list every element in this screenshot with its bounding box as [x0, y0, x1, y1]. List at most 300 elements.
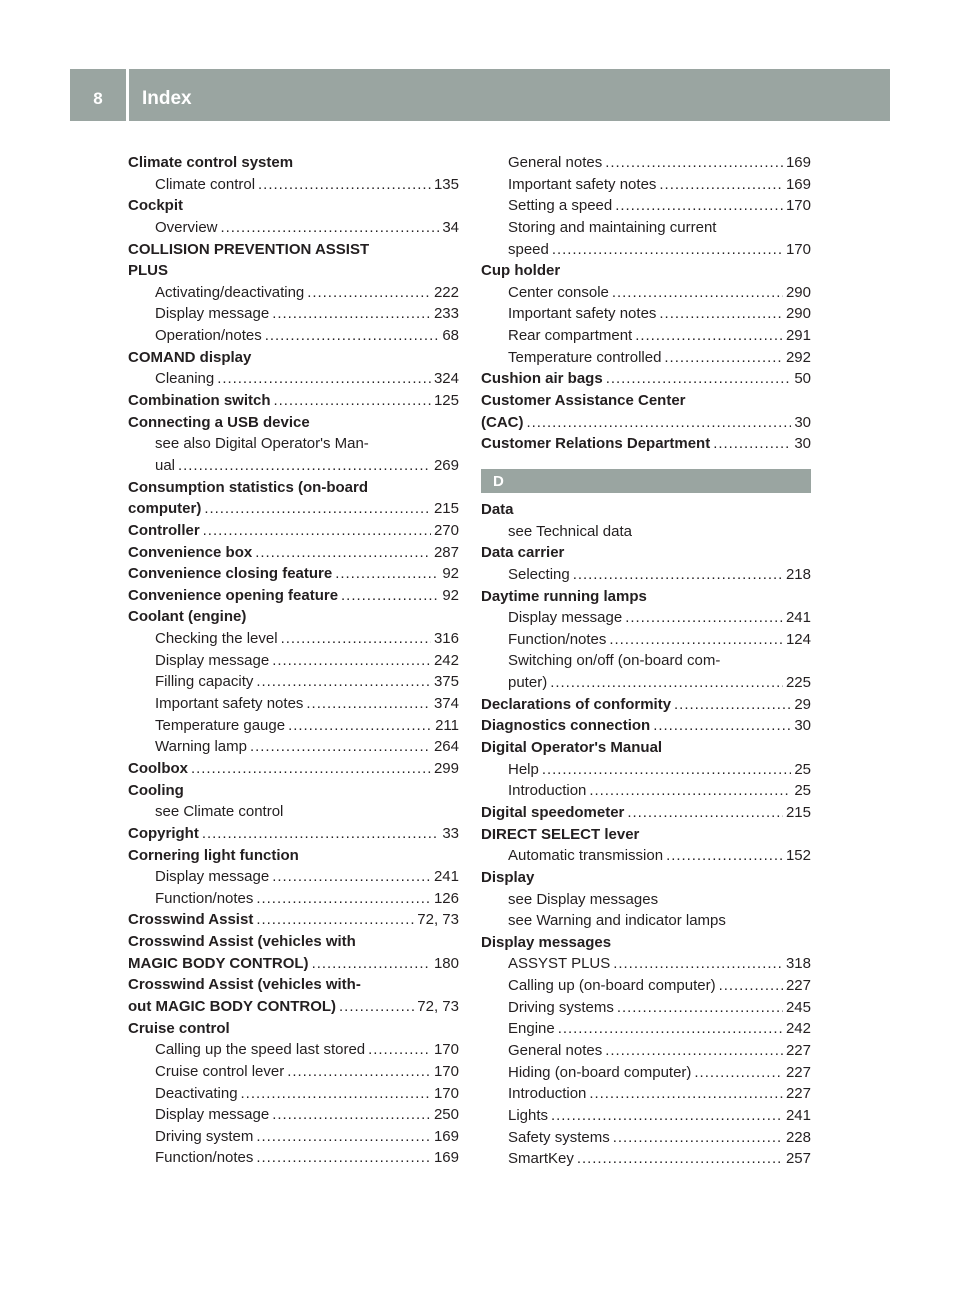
dot-leader: [615, 195, 783, 217]
entry-label: Hiding (on-board computer): [508, 1063, 692, 1081]
page-reference: 169: [785, 154, 811, 171]
entry-label: Selecting: [508, 565, 570, 583]
index-subentry: [481, 1148, 811, 1170]
index-entry: [128, 239, 459, 261]
page-reference: 25: [794, 782, 811, 800]
dot-leader: [272, 650, 431, 672]
entry-label: Copyright: [128, 824, 199, 842]
page-reference: 290: [785, 283, 811, 301]
entry-label: Climate control system: [128, 154, 294, 171]
dot-leader: [274, 390, 431, 412]
index-subentry: [481, 1040, 811, 1062]
index-subentry: [481, 780, 811, 802]
entry-label: Switching on/off (on-board com-: [508, 652, 721, 670]
entry-label: Coolant (engine): [128, 608, 247, 626]
index-subentry: [481, 1062, 811, 1084]
entry-label: Function/notes: [155, 1149, 254, 1167]
dot-leader: [635, 325, 783, 347]
section-heading-d: D: [481, 469, 811, 493]
index-subentry: [481, 650, 811, 672]
entry-label: SmartKey: [508, 1150, 574, 1168]
dot-leader: [281, 628, 431, 650]
index-subentry: [481, 1083, 811, 1105]
entry-label: Lights: [508, 1106, 549, 1124]
entry-label: Display message: [155, 651, 270, 669]
dot-leader: [558, 1018, 783, 1040]
index-subentry: [481, 217, 811, 239]
index-subentry: [481, 347, 811, 369]
index-subentry: [128, 1104, 459, 1126]
entry-label: puter): [508, 674, 548, 692]
index-subentry: [481, 975, 811, 997]
page-reference: 374: [433, 695, 459, 713]
page-reference: 92: [442, 565, 459, 583]
index-entry: [128, 996, 459, 1018]
page-reference: 215: [785, 803, 811, 821]
index-subentry: [481, 195, 811, 217]
entry-label: Driving systems: [508, 998, 614, 1016]
entry-label: Digital Operator's Manual: [481, 739, 663, 757]
entry-label: Crosswind Assist (vehicles with-: [128, 976, 361, 994]
dot-leader: [256, 1126, 431, 1148]
index-entry: [481, 802, 811, 824]
index-entry: [128, 477, 459, 499]
index-entry: [128, 520, 459, 542]
dot-leader: [527, 412, 792, 434]
page-number: 8: [93, 89, 103, 108]
dot-leader: [203, 520, 431, 542]
dot-leader: [272, 1104, 431, 1126]
dot-leader: [256, 1147, 431, 1169]
entry-label: see Climate control: [155, 803, 284, 821]
index-entry: [481, 737, 811, 759]
entry-label: Function/notes: [508, 630, 607, 648]
entry-label: Display: [481, 868, 535, 886]
entry-label: Operation/notes: [155, 327, 262, 345]
index-entry: [481, 390, 811, 412]
index-entry: [481, 867, 811, 889]
index-subentry: [481, 629, 811, 651]
entry-label: Safety systems: [508, 1128, 610, 1146]
index-subentry: [481, 174, 811, 196]
page-reference: 180: [433, 954, 459, 972]
entry-label: Coolbox: [128, 759, 188, 777]
entry-label: Customer Assistance Center: [481, 392, 686, 410]
entry-label: Convenience opening feature: [128, 586, 339, 604]
entry-label: see Warning and indicator lamps: [508, 912, 726, 930]
index-entry: [128, 498, 459, 520]
entry-label: ual: [155, 456, 176, 474]
index-entry: [128, 260, 459, 282]
page-reference: 170: [433, 1084, 459, 1102]
index-subentry: [128, 628, 459, 650]
entry-label: Crosswind Assist: [128, 911, 254, 929]
page-reference: 227: [785, 977, 811, 995]
index-entry: [481, 586, 811, 608]
page-reference: 292: [785, 348, 811, 366]
entry-label: computer): [128, 500, 202, 518]
dot-leader: [335, 563, 439, 585]
dot-leader: [552, 239, 783, 261]
dot-leader: [577, 1148, 783, 1170]
entry-label: Engine: [508, 1020, 555, 1038]
dot-leader: [191, 758, 431, 780]
index-subentry: [128, 282, 459, 304]
entry-label: Declarations of conformity: [481, 695, 672, 713]
entry-label: General notes: [508, 154, 603, 171]
index-entry: [128, 931, 459, 953]
page-reference: 34: [442, 218, 459, 236]
page-reference: 170: [433, 1041, 459, 1059]
entry-label: Temperature gauge: [155, 716, 286, 734]
entry-label: Digital speedometer: [481, 803, 625, 821]
page-reference: 242: [433, 651, 459, 669]
page-reference: 270: [433, 521, 459, 539]
index-subentry: [481, 1018, 811, 1040]
dot-leader: [542, 759, 791, 781]
dot-leader: [613, 1127, 783, 1149]
dot-leader: [719, 975, 783, 997]
entry-label: Cooling: [128, 781, 184, 799]
index-subentry: [128, 217, 459, 239]
dot-leader: [605, 152, 783, 174]
index-entry: [128, 585, 459, 607]
entry-label: Combination switch: [128, 392, 271, 410]
page-reference: 241: [785, 609, 811, 627]
entry-label: Introduction: [508, 782, 587, 800]
index-subentry: [128, 888, 459, 910]
entry-label: Display message: [155, 1106, 270, 1124]
entry-label: Daytime running lamps: [481, 587, 647, 605]
dot-leader: [241, 1083, 431, 1105]
page-reference: 287: [433, 543, 459, 561]
index-entry: [128, 845, 459, 867]
entry-label: Checking the level: [155, 630, 278, 648]
index-entry: [128, 823, 459, 845]
entry-label: Crosswind Assist (vehicles with: [128, 933, 356, 951]
index-column-right: [481, 152, 811, 1170]
page-reference: 211: [435, 716, 459, 734]
entry-label: Storing and maintaining current: [508, 218, 717, 236]
index-entry: [128, 780, 459, 802]
index-subentry: [481, 607, 811, 629]
entry-label: Display message: [155, 305, 270, 323]
entry-label: ASSYST PLUS: [508, 955, 611, 973]
page-reference: 245: [785, 998, 811, 1016]
dot-leader: [606, 368, 792, 390]
entry-label: Climate control: [155, 175, 256, 193]
index-subentry: [481, 152, 811, 174]
entry-label: Data carrier: [481, 544, 565, 562]
index-entry: [481, 932, 811, 954]
page-reference: 242: [785, 1020, 811, 1038]
index-subentry: [481, 325, 811, 347]
page-reference: 169: [433, 1149, 459, 1167]
dot-leader: [265, 325, 440, 347]
index-subentry: [128, 736, 459, 758]
dot-leader: [202, 823, 439, 845]
index-entry: [481, 499, 811, 521]
page-reference: 225: [785, 674, 811, 692]
index-subentry: [128, 433, 459, 455]
index-subentry: [481, 997, 811, 1019]
index-subentry: [481, 953, 811, 975]
entry-label: Calling up the speed last stored: [155, 1041, 366, 1059]
dot-leader: [550, 672, 783, 694]
page-reference: 30: [794, 717, 811, 735]
entry-label: Warning lamp: [155, 738, 247, 756]
entry-label: Convenience box: [128, 543, 253, 561]
dot-leader: [551, 1105, 783, 1127]
page-reference: 25: [794, 760, 811, 778]
entry-label: Cushion air bags: [481, 370, 603, 388]
index-subentry: [128, 801, 459, 823]
entry-label: Rear compartment: [508, 327, 633, 345]
page-reference: 241: [785, 1106, 811, 1124]
index-subentry: [481, 1127, 811, 1149]
entry-label: see Technical data: [508, 522, 632, 540]
index-subentry: [128, 325, 459, 347]
page-reference: 375: [433, 673, 459, 691]
page-reference: 30: [794, 435, 811, 453]
dot-leader: [612, 282, 783, 304]
dot-leader: [287, 1061, 431, 1083]
page-reference: 29: [794, 695, 811, 713]
page-reference: 125: [433, 392, 459, 410]
index-entry: [481, 412, 811, 434]
entry-label: General notes: [508, 1041, 603, 1059]
entry-label: PLUS: [128, 262, 169, 280]
index-entry: [481, 715, 811, 737]
index-subentry: [128, 1126, 459, 1148]
entry-label: Cruise control: [128, 1019, 230, 1037]
page-reference: 169: [433, 1127, 459, 1145]
page-reference: 33: [442, 824, 459, 842]
index-subentry: [128, 455, 459, 477]
entry-label: Cleaning: [155, 370, 215, 388]
page-reference: 316: [433, 630, 459, 648]
page-reference: 215: [433, 500, 459, 518]
entry-label: Temperature controlled: [508, 348, 662, 366]
entry-label: Connecting a USB device: [128, 413, 310, 431]
entry-label: speed: [508, 240, 549, 258]
index-subentry: [128, 1061, 459, 1083]
dot-leader: [258, 174, 431, 196]
page-title: Index: [142, 88, 192, 109]
page-reference: 30: [794, 413, 811, 431]
dot-leader: [256, 909, 414, 931]
page-reference: 227: [785, 1041, 811, 1059]
entry-label: Center console: [508, 283, 609, 301]
entry-label: Cruise control lever: [155, 1062, 285, 1080]
page-reference: 290: [785, 305, 811, 323]
entry-label: (CAC): [481, 413, 524, 431]
index-subentry: [481, 672, 811, 694]
page-reference: 72, 73: [417, 911, 459, 929]
dot-leader: [217, 368, 431, 390]
dot-leader: [288, 715, 432, 737]
dot-leader: [255, 542, 431, 564]
entry-label: see also Digital Operator's Man-: [155, 435, 369, 453]
index-subentry: [481, 910, 811, 932]
dot-leader: [627, 802, 783, 824]
dot-leader: [312, 953, 431, 975]
index-entry: [128, 390, 459, 412]
entry-label: Filling capacity: [155, 673, 254, 691]
index-subentry: [128, 650, 459, 672]
page-reference: 124: [785, 630, 811, 648]
dot-leader: [573, 564, 783, 586]
page-header: [70, 69, 890, 121]
page-reference: 227: [785, 1063, 811, 1081]
dot-leader: [605, 1040, 783, 1062]
index-entry: [481, 694, 811, 716]
entry-label: Controller: [128, 521, 200, 539]
dot-leader: [659, 174, 783, 196]
index-entry: [128, 1018, 459, 1040]
entry-label: Function/notes: [155, 889, 254, 907]
page-reference: 170: [785, 197, 811, 215]
index-subentry: [128, 693, 459, 715]
index-entry: [481, 260, 811, 282]
dot-leader: [368, 1039, 431, 1061]
page-reference: 233: [433, 305, 459, 323]
index-subentry: [128, 866, 459, 888]
page-reference: 324: [433, 370, 459, 388]
entry-label: out MAGIC BODY CONTROL): [128, 997, 337, 1015]
index-subentry: [481, 282, 811, 304]
index-entry: [481, 824, 811, 846]
page-reference: 152: [785, 847, 811, 865]
index-column-left: [128, 152, 459, 1169]
dot-leader: [272, 303, 431, 325]
index-subentry: [128, 1039, 459, 1061]
dot-leader: [256, 888, 431, 910]
index-subentry: [128, 1083, 459, 1105]
entry-label: Display message: [155, 868, 270, 886]
index-entry: [128, 953, 459, 975]
dot-leader: [617, 997, 783, 1019]
index-entry: [128, 152, 459, 174]
dot-leader: [713, 433, 791, 455]
entry-label: Deactivating: [155, 1084, 238, 1102]
dot-leader: [694, 1062, 783, 1084]
entry-label: Important safety notes: [508, 175, 657, 193]
dot-leader: [589, 1083, 783, 1105]
dot-leader: [339, 996, 414, 1018]
dot-leader: [674, 694, 791, 716]
entry-label: Help: [508, 760, 539, 778]
dot-leader: [256, 671, 431, 693]
entry-label: Overview: [155, 218, 218, 236]
index-list-right-bottom: [481, 499, 811, 1170]
entry-label: Important safety notes: [508, 305, 657, 323]
entry-label: Cup holder: [481, 262, 561, 280]
entry-label: MAGIC BODY CONTROL): [128, 954, 309, 972]
page-reference: 222: [433, 283, 459, 301]
index-entry: [128, 563, 459, 585]
entry-label: Display messages: [481, 933, 612, 951]
dot-leader: [272, 866, 431, 888]
entry-label: Introduction: [508, 1085, 587, 1103]
entry-label: DIRECT SELECT lever: [481, 825, 640, 843]
entry-label: Activating/deactivating: [155, 283, 305, 301]
page-reference: 250: [433, 1106, 459, 1124]
index-subentry: [128, 174, 459, 196]
entry-label: Important safety notes: [155, 695, 304, 713]
index-entry: [128, 347, 459, 369]
header-divider: [126, 69, 129, 121]
entry-label: COMAND display: [128, 348, 252, 366]
entry-label: see Display messages: [508, 890, 659, 908]
index-entry: [481, 542, 811, 564]
entry-label: Customer Relations Department: [481, 435, 711, 453]
index-subentry: [481, 845, 811, 867]
page-reference: 170: [433, 1062, 459, 1080]
entry-label: Driving system: [155, 1127, 254, 1145]
index-subentry: [128, 1147, 459, 1169]
index-entry: [128, 606, 459, 628]
page-reference: 264: [433, 738, 459, 756]
index-entry: [481, 368, 811, 390]
page-reference: 227: [785, 1085, 811, 1103]
entry-label: Convenience closing feature: [128, 565, 333, 583]
dot-leader: [250, 736, 431, 758]
page-reference: 318: [785, 955, 811, 973]
page-reference: 72, 73: [417, 997, 459, 1015]
index-entry: [128, 412, 459, 434]
dot-leader: [666, 845, 783, 867]
page-reference: 126: [433, 889, 459, 907]
index-entry: [128, 758, 459, 780]
index-subentry: [481, 521, 811, 543]
index-subentry: [128, 303, 459, 325]
index-entry: [481, 433, 811, 455]
entry-label: Cornering light function: [128, 846, 299, 864]
page-reference: 291: [785, 327, 811, 345]
dot-leader: [306, 693, 431, 715]
dot-leader: [204, 498, 431, 520]
entry-label: Calling up (on-board computer): [508, 977, 716, 995]
dot-leader: [653, 715, 791, 737]
page-reference: 241: [433, 868, 459, 886]
index-subentry: [481, 889, 811, 911]
entry-label: Display message: [508, 609, 623, 627]
page-reference: 92: [442, 586, 459, 604]
dot-leader: [613, 953, 783, 975]
dot-leader: [609, 629, 783, 651]
dot-leader: [589, 780, 791, 802]
index-subentry: [128, 368, 459, 390]
page-reference: 257: [785, 1150, 811, 1168]
page-reference: 135: [433, 175, 459, 193]
index-entry: [128, 909, 459, 931]
entry-label: Automatic transmission: [508, 847, 664, 865]
index-subentry: [128, 671, 459, 693]
page-reference: 68: [442, 327, 459, 345]
index-subentry: [481, 303, 811, 325]
entry-label: Cockpit: [128, 197, 184, 215]
page-reference: 169: [785, 175, 811, 193]
page-reference: 218: [785, 565, 811, 583]
index-entry: [128, 542, 459, 564]
dot-leader: [341, 585, 439, 607]
index-list-right-top: [481, 152, 811, 455]
page-reference: 269: [433, 456, 459, 474]
page-reference: 170: [785, 240, 811, 258]
entry-label: Consumption statistics (on-board: [128, 478, 368, 496]
page-reference: 228: [785, 1128, 811, 1146]
